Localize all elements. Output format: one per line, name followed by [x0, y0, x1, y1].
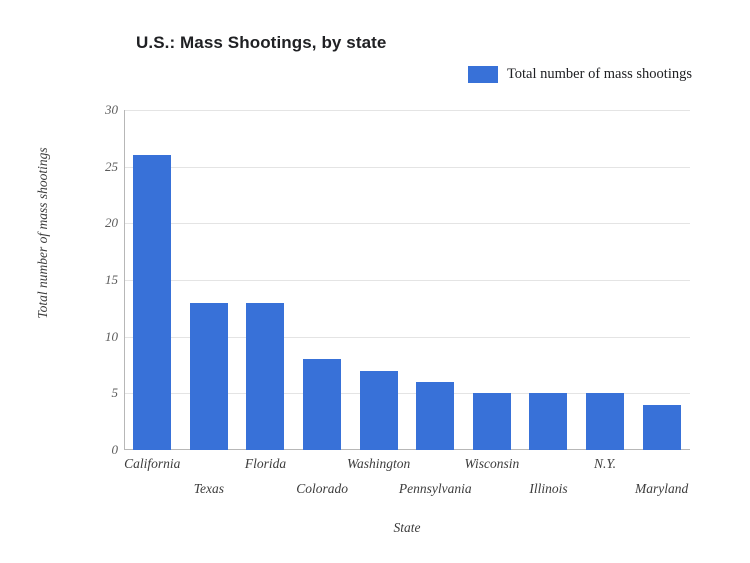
bar-slot	[181, 110, 238, 450]
bar-slot	[350, 110, 407, 450]
bar[interactable]	[529, 393, 567, 450]
x-label-slot	[294, 452, 351, 508]
bar[interactable]	[643, 405, 681, 450]
bar-slot	[577, 110, 634, 450]
bar-slot	[294, 110, 351, 450]
x-tick-label: Maryland	[635, 481, 689, 496]
bar[interactable]	[190, 303, 228, 450]
x-tick-label: Illinois	[529, 481, 568, 496]
bar[interactable]	[586, 393, 624, 450]
x-label-slot	[347, 452, 411, 508]
legend-label-total-number-of-mass-shootings: Total number of mass shootings	[506, 66, 692, 82]
bar-group	[124, 110, 690, 450]
y-tick-label: 25	[105, 158, 118, 174]
x-tick-label: Texas	[193, 481, 225, 496]
chart-title: U.S.: Mass Shootings, by state	[136, 33, 387, 52]
x-label-slot	[464, 452, 521, 508]
x-tick-label: California	[124, 456, 181, 471]
bar-slot	[633, 110, 690, 450]
y-tick-label: 0	[111, 442, 118, 457]
plot-area	[124, 110, 690, 450]
x-tick-label: Florida	[244, 456, 287, 471]
x-tick-label: Colorado	[296, 481, 348, 496]
y-tick-label: 30	[105, 102, 118, 117]
y-tick-label: 5	[111, 385, 118, 401]
y-axis-ticks	[78, 102, 118, 457]
bar[interactable]	[303, 359, 341, 450]
x-label-slot	[633, 452, 690, 508]
x-axis-labels	[124, 452, 690, 508]
bar[interactable]	[473, 393, 511, 450]
bar-slot	[237, 110, 294, 450]
x-axis-title: State	[393, 520, 421, 535]
x-tick-label: N.Y.	[594, 456, 617, 471]
x-tick-label: Wisconsin	[464, 456, 520, 471]
x-label-slot	[577, 452, 634, 508]
legend-swatch-total-number-of-mass-shootings	[468, 66, 498, 83]
bar[interactable]	[246, 303, 284, 450]
bar-slot	[520, 110, 577, 450]
bar-slot	[124, 110, 181, 450]
chart-legend	[468, 66, 692, 83]
x-label-slot	[520, 452, 577, 508]
bar[interactable]	[416, 382, 454, 450]
y-tick-label: 10	[105, 328, 118, 344]
x-tick-label: Washington	[347, 456, 411, 471]
y-axis-title: Total number of mass shootings	[35, 147, 50, 319]
bar-slot	[464, 110, 521, 450]
bar[interactable]	[133, 155, 171, 450]
x-label-slot	[237, 452, 294, 508]
x-label-slot	[181, 452, 238, 508]
y-tick-label: 20	[105, 215, 118, 231]
bar-slot	[407, 110, 464, 450]
x-label-slot	[124, 452, 181, 508]
x-tick-label: Pennsylvania	[398, 481, 472, 496]
y-tick-label: 15	[105, 272, 118, 287]
x-label-slot	[398, 452, 472, 508]
bar[interactable]	[360, 371, 398, 450]
